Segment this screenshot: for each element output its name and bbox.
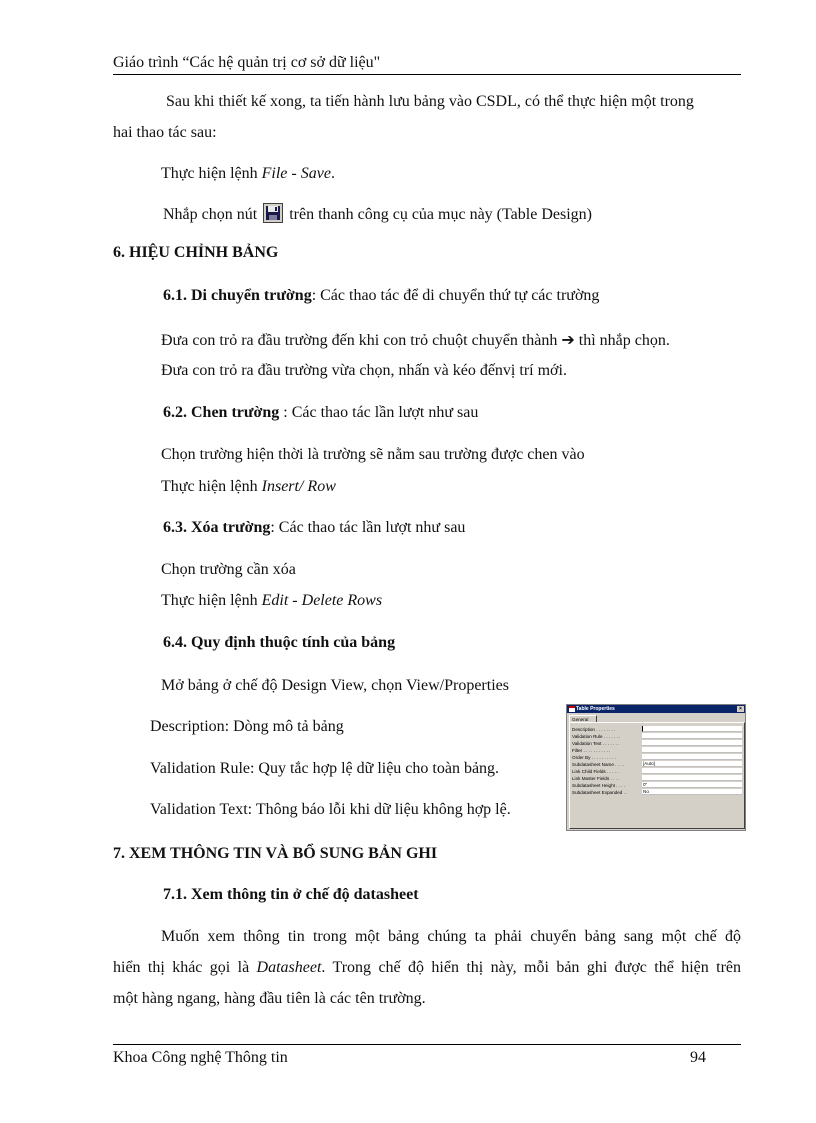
subsection-6-2-desc: : Các thao tác lần lượt như sau — [279, 404, 479, 421]
step-1-prefix: Thực hiện lệnh — [161, 165, 262, 182]
footer-department: Khoa Công nghệ Thông tin — [113, 1049, 288, 1066]
property-label: Filter . . . . . . . . . . . — [572, 748, 611, 753]
file-save-command: File - Save — [261, 165, 331, 182]
save-step-1 — [161, 165, 335, 183]
s71-line-2-suffix: . Trong chế độ hiển thị này, mỗi bản ghi được thể hiện trên — [321, 959, 741, 976]
property-row — [572, 768, 742, 775]
s62-line-2-prefix: Thực hiện lệnh — [161, 478, 262, 495]
property-value — [642, 733, 742, 739]
property-row — [572, 754, 742, 761]
s71-line-1: Muốn xem thông tin trong một bảng chúng ta phải chuyển bảng sang một chế độ — [161, 928, 741, 945]
dialog-title: Table Properties — [576, 706, 615, 712]
s63-line-2-prefix: Thực hiện lệnh — [161, 592, 262, 609]
s61-line-1: Đưa con trỏ ra đầu trường đến khi con trỏ chuột chuyển thành ➔ thì nhắp chọn. — [161, 332, 670, 349]
s71-line-2-prefix: hiển thị khác gọi là — [113, 959, 257, 976]
footer-rule — [113, 1044, 741, 1045]
s63-line-2 — [161, 592, 382, 610]
description-item: Description: Dòng mô tả bảng — [150, 718, 344, 735]
running-header: Giáo trình “Các hệ quản trị cơ sở dữ liệu" — [113, 54, 381, 71]
intro-line-1: Sau khi thiết kế xong, ta tiến hành lưu bảng vào CSDL, có thể thực hiện một trong — [166, 93, 694, 110]
step-2-suffix: trên thanh công cụ của mục này (Table Design) — [289, 206, 592, 223]
tab-general: General — [569, 715, 597, 723]
property-label: Description . . . . . . . . — [572, 727, 616, 732]
property-row — [572, 789, 742, 796]
s63-line-1: Chọn trường cần xóa — [161, 561, 296, 578]
property-label: Validation Text . . . . . . . — [572, 741, 620, 746]
dialog-title-bar — [567, 705, 745, 713]
s62-line-2 — [161, 478, 336, 496]
property-row — [572, 782, 742, 789]
subsection-6-3-title: 6.3. Xóa trường — [163, 519, 271, 536]
s62-line-1: Chọn trường hiện thời là trường sẽ nằm sau trường được chen vào — [161, 446, 585, 463]
delete-rows-command: Edit - Delete Rows — [261, 592, 383, 609]
s64-line-1: Mở bảng ở chế độ Design View, chọn View/Properties — [161, 677, 509, 694]
table-icon — [569, 706, 575, 712]
datasheet-term: Datasheet — [256, 959, 322, 976]
property-label: Link Master Fields . . . . — [572, 776, 620, 781]
page-number: 94 — [690, 1049, 706, 1066]
property-value: No — [642, 789, 742, 795]
insert-row-command: Insert/ Row — [261, 478, 336, 495]
property-row — [572, 761, 742, 768]
floppy-save-icon — [263, 203, 283, 223]
property-label: Order By . . . . . . . . . . — [572, 755, 616, 760]
s61-line-2: Đưa con trỏ ra đầu trường vừa chọn, nhấn và kéo đếnvị trí mới. — [161, 362, 567, 379]
property-row — [572, 747, 742, 754]
subsection-6-2-title: 6.2. Chen trường — [163, 404, 280, 421]
validation-text-item: Validation Text: Thông báo lỗi khi dữ liệu không hợp lệ. — [150, 801, 511, 818]
subsection-6-1 — [163, 287, 599, 305]
property-value — [642, 754, 742, 760]
subsection-6-1-desc: : Các thao tác để di chuyển thứ tự các trường — [311, 287, 600, 304]
section-7-heading: 7. XEM THÔNG TIN VÀ BỔ SUNG BẢN GHI — [113, 845, 438, 862]
subsection-7-1-title: 7.1. Xem thông tin ở chế độ datasheet — [163, 886, 419, 903]
s71-line-3: một hàng ngang, hàng đầu tiên là các tên trường. — [113, 990, 426, 1007]
property-value — [642, 768, 742, 774]
property-value — [642, 775, 742, 781]
property-label: Subdatasheet Expanded . . — [572, 790, 628, 795]
save-step-2 — [163, 203, 592, 224]
subsection-6-1-title: 6.1. Di chuyển trường — [163, 287, 312, 304]
property-row — [572, 733, 742, 740]
table-properties-dialog — [566, 704, 746, 831]
property-row — [572, 775, 742, 782]
intro-line-2: hai thao tác sau: — [113, 124, 217, 141]
property-row — [572, 726, 742, 733]
property-label: Validation Rule . . . . . . . — [572, 734, 621, 739]
property-row — [572, 740, 742, 747]
validation-rule-item: Validation Rule: Quy tắc hợp lệ dữ liệu cho toàn bảng. — [150, 760, 500, 777]
subsection-6-3 — [163, 519, 465, 537]
property-value — [642, 740, 742, 746]
header-rule — [113, 74, 741, 75]
property-label: Link Child Fields . . . . . — [572, 769, 619, 774]
property-value: 0" — [642, 782, 742, 788]
property-value — [642, 747, 742, 753]
property-value: [Auto] — [642, 761, 742, 767]
section-6-heading: 6. HIỆU CHỈNH BẢNG — [113, 244, 279, 261]
step-1-suffix: . — [330, 165, 335, 182]
s71-line-2 — [113, 959, 741, 977]
property-label: Subdatasheet Name . . . . — [572, 762, 625, 767]
property-value — [642, 726, 742, 732]
step-2-prefix: Nhắp chọn nút — [163, 206, 258, 223]
subsection-6-2 — [163, 404, 478, 422]
subsection-6-3-desc: : Các thao tác lần lượt như sau — [270, 519, 466, 536]
close-icon: × — [737, 706, 744, 712]
subsection-6-4-title: 6.4. Quy định thuộc tính của bảng — [163, 634, 396, 651]
property-label: Subdatasheet Height . . . . — [572, 783, 626, 788]
properties-panel — [569, 722, 745, 829]
